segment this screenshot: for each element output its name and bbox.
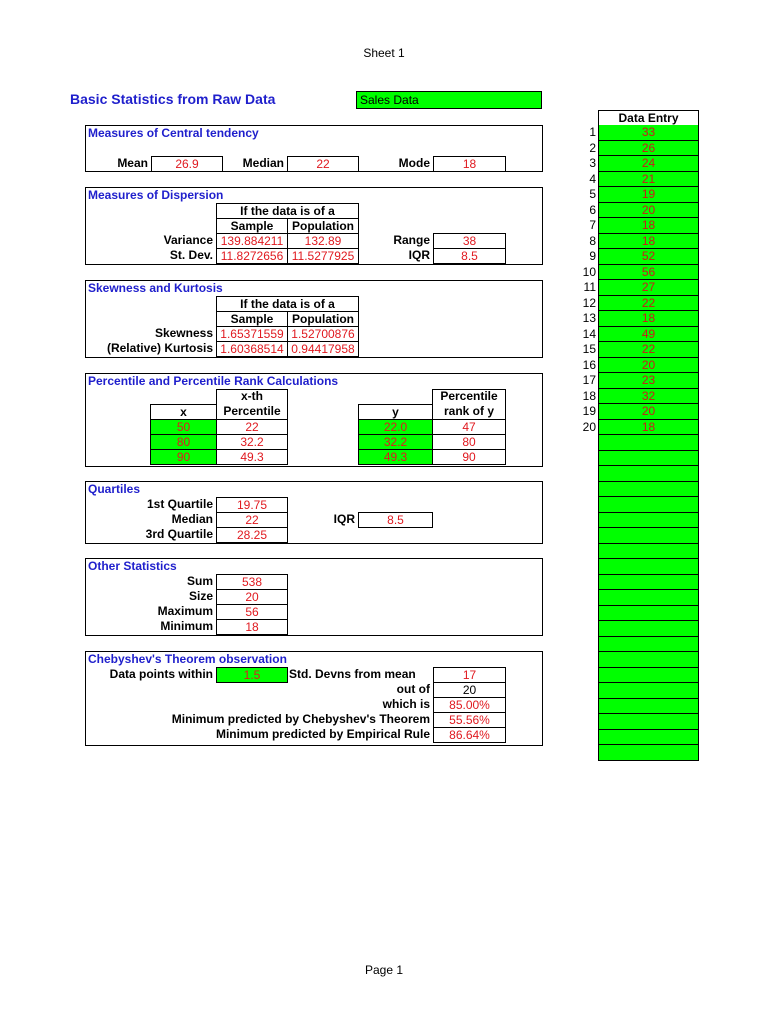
data-entry-index: 3 — [589, 156, 596, 170]
data-entry-index: 19 — [582, 404, 596, 418]
std-devns-label: Std. Devns from mean — [289, 667, 416, 681]
skewness-label: Skewness — [154, 326, 213, 340]
y-input[interactable]: 32.2 — [358, 434, 433, 450]
rank-header-line2: rank of y — [432, 404, 506, 420]
data-entry-empty-cell[interactable] — [598, 513, 699, 529]
section-title: Skewness and Kurtosis — [88, 281, 223, 295]
data-entry-empty-cell[interactable] — [598, 606, 699, 622]
data-entry-index: 15 — [582, 342, 596, 356]
data-entry-cell[interactable]: 32 — [598, 389, 699, 405]
stdev-label: St. Dev. — [169, 248, 213, 262]
data-entry-header: Data Entry — [598, 110, 699, 126]
skewness-sample[interactable]: 1.65371559 — [216, 326, 288, 342]
xth-header-line2: Percentile — [216, 404, 288, 420]
data-entry-column — [598, 125, 699, 761]
data-entry-cell[interactable]: 23 — [598, 373, 699, 389]
data-entry-cell[interactable]: 26 — [598, 141, 699, 157]
variance-population[interactable]: 132.89 — [287, 233, 359, 249]
iqr-label: IQR — [408, 248, 430, 262]
x-input[interactable]: 80 — [150, 434, 217, 450]
dispersion-section — [85, 187, 543, 265]
median-value[interactable]: 22 — [216, 512, 288, 528]
data-entry-empty-cell[interactable] — [598, 575, 699, 591]
data-entry-index: 16 — [582, 357, 596, 372]
sample-header: Sample — [216, 218, 288, 234]
kurtosis-label: (Relative) Kurtosis — [106, 341, 213, 355]
y-header: y — [358, 404, 433, 420]
empirical-min-value[interactable]: 86.64% — [433, 727, 506, 743]
data-entry-index: 14 — [582, 326, 596, 341]
data-points-within-label: Data points within — [109, 667, 213, 681]
iqr-value[interactable]: 8.5 — [433, 248, 506, 264]
data-entry-empty-cell[interactable] — [598, 637, 699, 653]
data-entry-empty-cell[interactable] — [598, 730, 699, 746]
data-entry-cell[interactable]: 20 — [598, 203, 699, 219]
rank-header-line1: Percentile — [440, 389, 498, 403]
size-value[interactable]: 20 — [216, 589, 288, 605]
data-entry-cell[interactable]: 56 — [598, 265, 699, 281]
data-entry-index: 12 — [582, 295, 596, 310]
xth-header-line1: x-th — [241, 389, 263, 403]
data-entry-empty-cell[interactable] — [598, 590, 699, 606]
data-entry-cell[interactable]: 52 — [598, 249, 699, 265]
sum-label: Sum — [186, 574, 213, 588]
q1-label: 1st Quartile — [146, 497, 213, 511]
out-of-value[interactable]: 20 — [433, 682, 506, 698]
section-title: Other Statistics — [88, 559, 177, 573]
stdev-multiplier-input[interactable]: 1.5 — [216, 667, 288, 683]
data-entry-empty-cell[interactable] — [598, 482, 699, 498]
data-entry-cell[interactable]: 49 — [598, 327, 699, 343]
q1-value[interactable]: 19.75 — [216, 497, 288, 513]
data-entry-empty-cell[interactable] — [598, 683, 699, 699]
maximum-value[interactable]: 56 — [216, 604, 288, 620]
percentile-value[interactable]: 49.3 — [216, 449, 288, 465]
minimum-label: Minimum — [160, 619, 213, 633]
mean-value[interactable]: 26.9 — [151, 156, 223, 172]
chebyshev-min-label: Minimum predicted by Chebyshev's Theorem — [171, 712, 430, 726]
percentile-value[interactable]: 22 — [216, 419, 288, 435]
mode-value[interactable]: 18 — [433, 156, 506, 172]
data-entry-index: 20 — [582, 419, 596, 434]
sales-data-cell[interactable]: Sales Data — [356, 91, 542, 109]
data-entry-index: 8 — [589, 233, 596, 248]
sample-header: Sample — [216, 311, 288, 327]
data-entry-empty-cell[interactable] — [598, 451, 699, 467]
percentile-section — [85, 373, 543, 467]
data-entry-cell[interactable]: 18 — [598, 420, 699, 436]
data-entry-empty-cell[interactable] — [598, 714, 699, 730]
page-title: Basic Statistics from Raw Data — [70, 91, 276, 107]
data-entry-empty-cell[interactable] — [598, 559, 699, 575]
q3-value[interactable]: 28.25 — [216, 527, 288, 543]
data-entry-cell[interactable]: 18 — [598, 234, 699, 250]
data-entry-index: 6 — [589, 202, 596, 217]
rank-value[interactable]: 80 — [432, 434, 506, 450]
data-entry-cell[interactable]: 20 — [598, 404, 699, 420]
data-entry-empty-cell[interactable] — [598, 544, 699, 560]
data-entry-index: 4 — [589, 171, 596, 186]
page-header: Sheet 1 — [363, 46, 405, 60]
section-title: Quartiles — [88, 482, 141, 496]
kurtosis-population[interactable]: 0.94417958 — [287, 341, 359, 357]
y-input[interactable]: 49.3 — [358, 449, 433, 465]
y-input[interactable]: 22.0 — [358, 419, 433, 435]
empirical-min-label: Minimum predicted by Empirical Rule — [215, 727, 430, 741]
iqr-label: IQR — [333, 512, 355, 526]
maximum-label: Maximum — [157, 604, 213, 618]
q3-label: 3rd Quartile — [145, 527, 213, 541]
population-header: Population — [287, 311, 359, 327]
data-entry-index: 11 — [583, 280, 596, 294]
data-entry-empty-cell[interactable] — [598, 668, 699, 684]
data-entry-index: 17 — [582, 373, 596, 387]
mean-label: Mean — [117, 156, 148, 170]
stdev-sample[interactable]: 11.8272656 — [216, 248, 288, 264]
variance-label: Variance — [163, 233, 213, 247]
data-entry-index: 2 — [589, 140, 596, 155]
section-title: Measures of Dispersion — [88, 188, 224, 202]
quartiles-section — [85, 481, 543, 544]
data-entry-index: 18 — [582, 388, 596, 403]
data-entry-cell[interactable]: 21 — [598, 172, 699, 188]
data-entry-empty-cell[interactable] — [598, 699, 699, 715]
skewness-population[interactable]: 1.52700876 — [287, 326, 359, 342]
data-entry-cell[interactable]: 18 — [598, 311, 699, 327]
variance-sample[interactable]: 139.884211 — [216, 233, 288, 249]
range-label: Range — [393, 233, 430, 247]
population-header: Population — [287, 218, 359, 234]
chebyshev-min-value[interactable]: 55.56% — [433, 712, 506, 728]
data-entry-cell[interactable]: 20 — [598, 358, 699, 374]
median-label: Median — [242, 156, 284, 170]
data-entry-empty-cell[interactable] — [598, 497, 699, 513]
data-entry-index: 10 — [582, 264, 596, 279]
median-value[interactable]: 22 — [287, 156, 359, 172]
which-is-value[interactable]: 85.00% — [433, 697, 506, 713]
chebyshev-section — [85, 651, 543, 746]
central-tendency-section — [85, 125, 543, 172]
data-entry-empty-cell[interactable] — [598, 466, 699, 482]
percentile-value[interactable]: 32.2 — [216, 434, 288, 450]
other-statistics-section — [85, 558, 543, 636]
data-entry-cell[interactable]: 18 — [598, 218, 699, 234]
sum-value[interactable]: 538 — [216, 574, 288, 590]
out-of-label: out of — [396, 682, 430, 696]
if-data-header: If the data is of a — [216, 296, 359, 312]
minimum-value[interactable]: 18 — [216, 619, 288, 635]
data-entry-cell[interactable]: 27 — [598, 280, 699, 296]
rank-value[interactable]: 47 — [432, 419, 506, 435]
stdev-population[interactable]: 11.5277925 — [287, 248, 359, 264]
data-entry-cell[interactable]: 33 — [598, 125, 699, 141]
data-entry-cell[interactable]: 22 — [598, 342, 699, 358]
data-entry-cell[interactable]: 19 — [598, 187, 699, 203]
mode-label: Mode — [398, 156, 430, 170]
data-entry-empty-cell[interactable] — [598, 435, 699, 451]
data-entry-cell[interactable]: 24 — [598, 156, 699, 172]
range-value[interactable]: 38 — [433, 233, 506, 249]
x-header: x — [150, 404, 217, 420]
data-entry-index: 5 — [589, 187, 596, 201]
data-entry-index: 1 — [589, 125, 596, 139]
size-label: Size — [188, 589, 213, 603]
kurtosis-sample[interactable]: 1.60368514 — [216, 341, 288, 357]
data-entry-empty-cell[interactable] — [598, 745, 699, 761]
data-entry-index: 9 — [589, 249, 596, 263]
x-input[interactable]: 90 — [150, 449, 217, 465]
data-entry-empty-cell[interactable] — [598, 621, 699, 637]
median-label: Median — [171, 512, 213, 526]
data-entry-index: 7 — [589, 218, 596, 232]
data-entry-cell[interactable]: 22 — [598, 296, 699, 312]
data-entry-index: 13 — [582, 311, 596, 325]
page-footer: Page 1 — [364, 963, 404, 977]
data-entry-empty-cell[interactable] — [598, 652, 699, 668]
which-is-label: which is — [382, 697, 430, 711]
if-data-header: If the data is of a — [216, 203, 359, 219]
xth-header-frame — [216, 389, 288, 405]
section-title: Percentile and Percentile Rank Calculations — [88, 374, 339, 388]
skewness-section — [85, 280, 543, 358]
section-title: Measures of Central tendency — [88, 126, 259, 140]
x-input[interactable]: 50 — [150, 419, 217, 435]
count-within-value[interactable]: 17 — [433, 667, 506, 683]
section-title: Chebyshev's Theorem observation — [88, 652, 287, 666]
iqr-value[interactable]: 8.5 — [358, 512, 433, 528]
data-entry-empty-cell[interactable] — [598, 528, 699, 544]
rank-value[interactable]: 90 — [432, 449, 506, 465]
